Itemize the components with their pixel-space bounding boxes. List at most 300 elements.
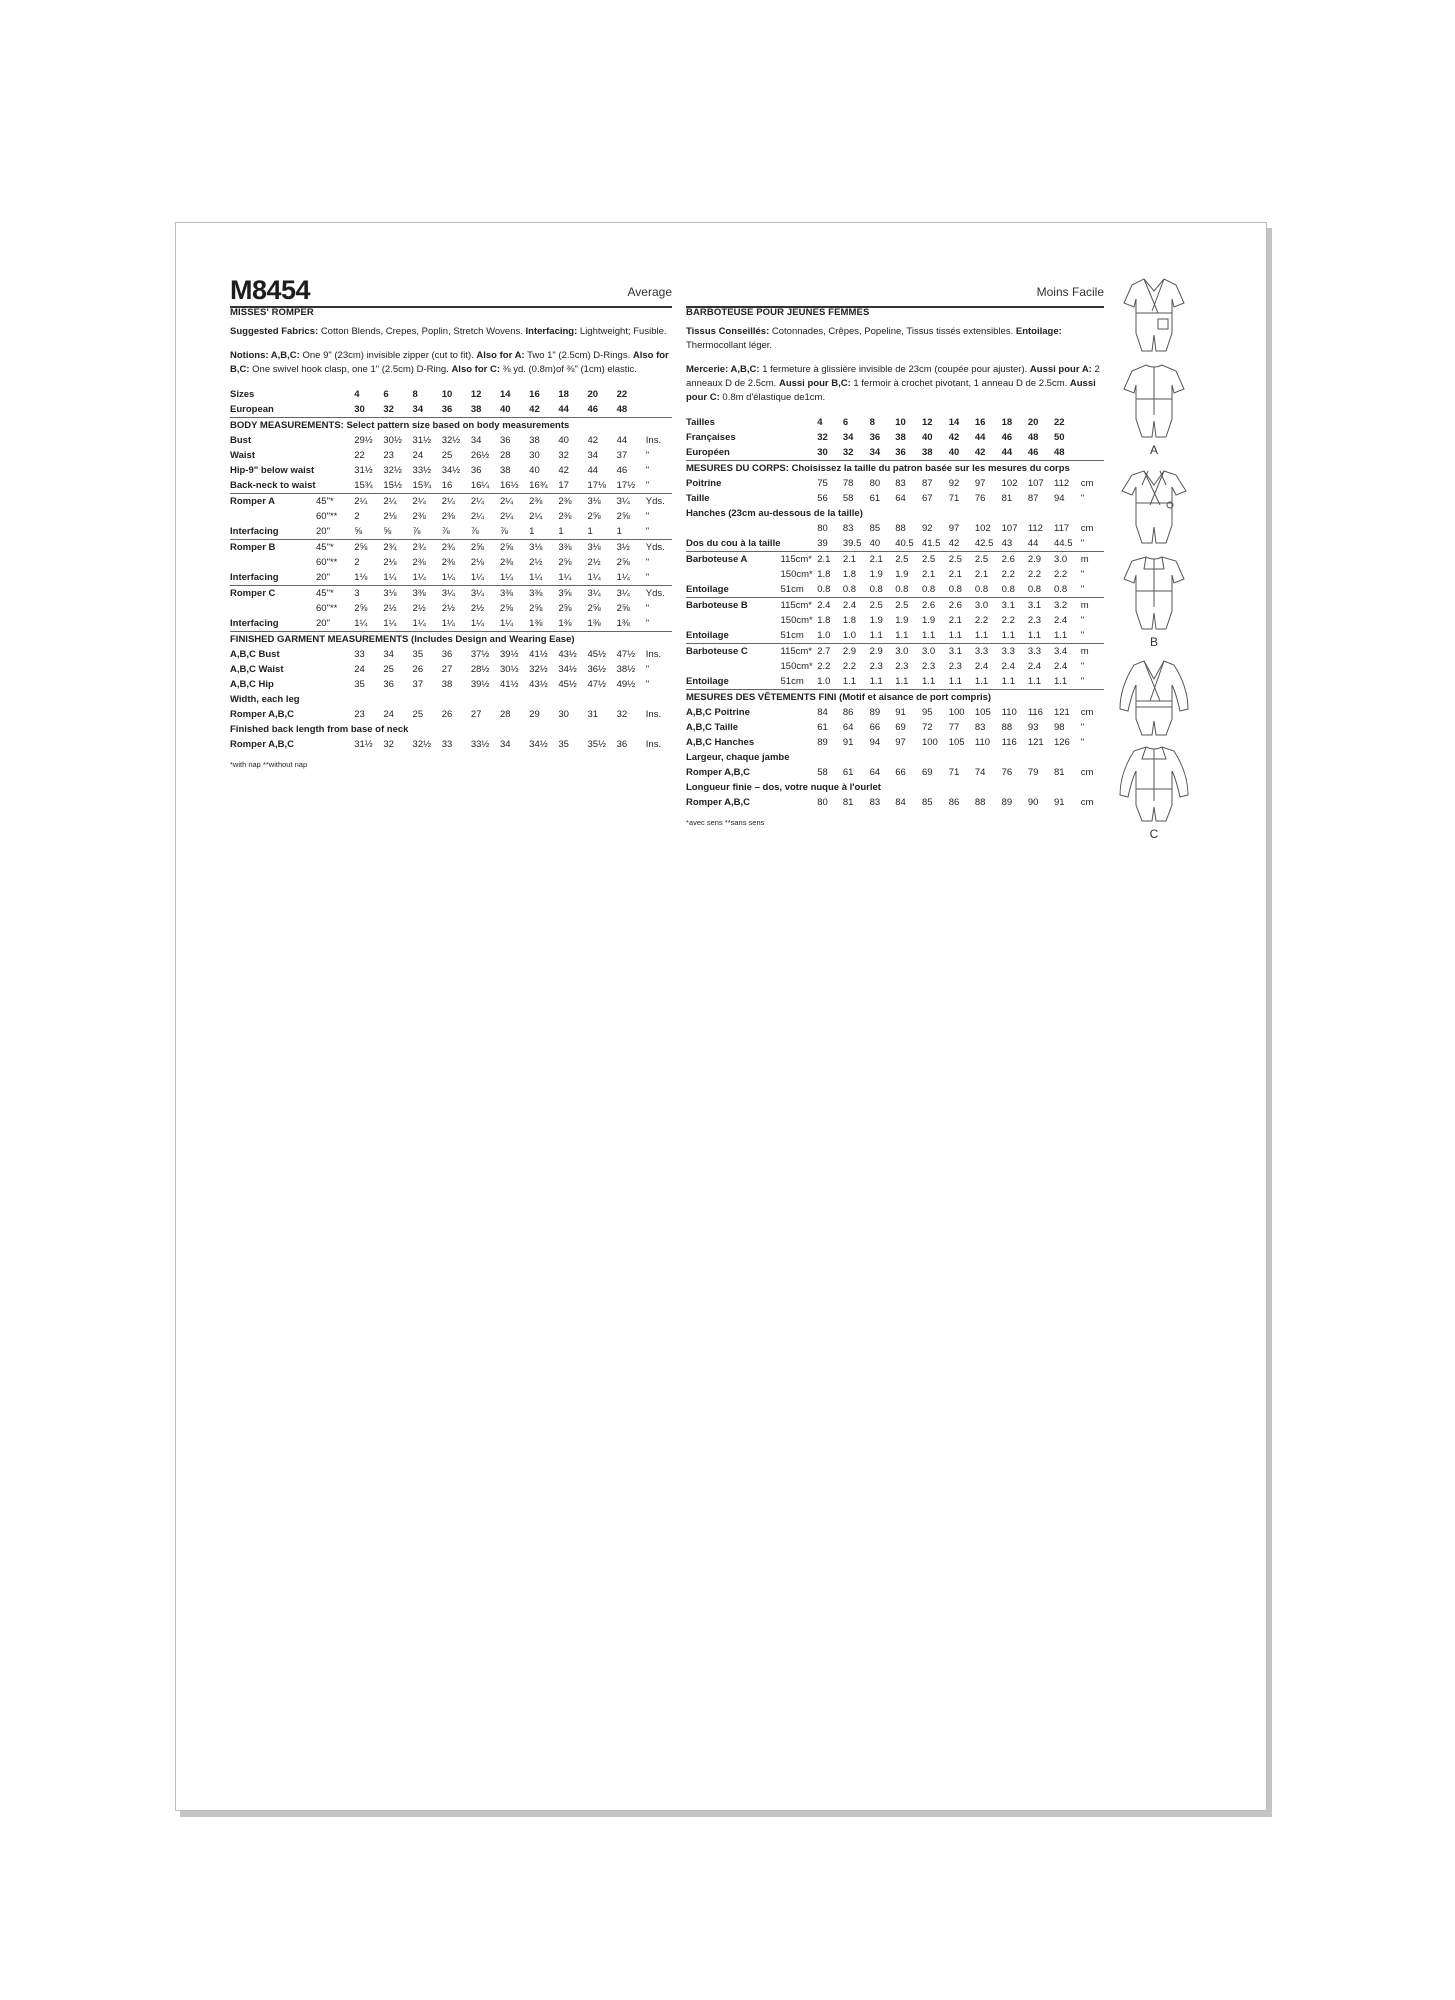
- notions-fr: Mercerie: A,B,C: 1 fermeture à glissière invisible de 23cm (coupée pour ajuster). Aussi pour A: 2 anneaux D de 2.5cm. Aussi pour B,C: 1 fermoir à crochet pivotant, 1 anneau D de 2.5cm. Aussi pour C: 0.8m d'élastique de1cm.: [686, 364, 1100, 403]
- table-row: [686, 415, 1104, 430]
- size-value: 88: [895, 522, 906, 534]
- unit: ": [1080, 492, 1085, 504]
- size-value: 4: [354, 388, 360, 400]
- size-value: 2.2: [1001, 568, 1015, 580]
- size-value: 0.8: [921, 583, 936, 595]
- size-value: 3.2: [1054, 598, 1081, 614]
- row-heading: Finished back length from base of neck: [230, 723, 409, 735]
- row-label: Romper C: [230, 586, 316, 602]
- size-value: 43½: [558, 648, 577, 660]
- size-value: 2½: [441, 602, 455, 614]
- size-value: 2.5: [895, 552, 922, 568]
- fabric-width: [781, 445, 818, 461]
- size-value: 34: [869, 446, 881, 458]
- row-label: Romper A: [230, 494, 316, 510]
- size-value: 32½: [441, 434, 461, 446]
- table-row: [230, 601, 672, 616]
- size-value: 44: [587, 464, 599, 476]
- size-value: 1.1: [1053, 675, 1068, 687]
- table-row: [686, 659, 1104, 674]
- fabric-width: [316, 433, 354, 448]
- size-value: 34: [587, 449, 599, 461]
- size-value: 64: [895, 492, 906, 504]
- unit: ": [645, 449, 650, 461]
- size-value: ⅝: [354, 525, 363, 537]
- fabric-width: 51cm: [780, 629, 804, 641]
- size-value: 2¼: [500, 510, 514, 522]
- size-value: 85: [869, 522, 881, 534]
- size-value: 94: [869, 736, 881, 748]
- row-label: A,B,C Taille: [686, 721, 739, 733]
- size-value: 25: [412, 708, 424, 720]
- size-value: 66: [869, 721, 881, 733]
- size-value: 2⅝: [558, 556, 572, 568]
- size-value: 45½: [587, 648, 606, 660]
- size-value: 107: [1001, 522, 1018, 534]
- fabric-width: 20": [316, 525, 330, 537]
- unit: ": [1080, 721, 1085, 733]
- unit: ": [645, 525, 650, 537]
- size-value: 80: [817, 796, 828, 808]
- size-value: 2¾: [413, 540, 442, 556]
- fabric-width: [316, 478, 354, 494]
- size-value: 3¼: [617, 586, 646, 602]
- size-value: 40: [921, 431, 933, 443]
- size-value: 15½: [383, 479, 402, 491]
- size-value: 2.4: [817, 598, 843, 614]
- size-value: 6: [383, 388, 389, 400]
- unit: cm: [1080, 706, 1094, 718]
- size-value: 72: [921, 721, 933, 733]
- size-value: 3.1: [1002, 598, 1028, 614]
- size-value: 2.9: [1028, 552, 1054, 568]
- size-value: 42: [529, 403, 540, 415]
- size-value: 3⅛: [383, 586, 412, 602]
- fabric-width: 150cm*: [780, 660, 813, 672]
- table-row: [686, 720, 1104, 735]
- size-value: 112: [1027, 522, 1043, 534]
- size-value: 1¼: [616, 571, 630, 583]
- size-value: 2.1: [948, 614, 962, 626]
- fabric-width: [781, 705, 818, 720]
- row-label: Barboteuse A: [686, 552, 781, 568]
- table-row: [230, 387, 672, 402]
- size-value: 3.1: [1028, 598, 1054, 614]
- size-value: 80: [869, 477, 881, 489]
- pattern-number: M8454: [230, 275, 311, 305]
- size-value: 91: [842, 736, 854, 748]
- size-value: 44: [616, 434, 628, 446]
- size-value: 85: [921, 796, 933, 808]
- size-value: 16½: [500, 479, 519, 491]
- size-value: 2½: [587, 556, 601, 568]
- size-value: 3.1: [949, 644, 975, 660]
- fabric-width: 150cm*: [780, 568, 813, 580]
- table-row: [686, 750, 1104, 765]
- table-row: [686, 765, 1104, 780]
- size-value: 16¼: [470, 479, 490, 491]
- size-value: 2.2: [974, 614, 989, 626]
- size-value: 1.1: [895, 675, 909, 687]
- size-value: 2⅝: [471, 540, 500, 556]
- size-value: 33½: [470, 738, 490, 750]
- size-value: 32: [383, 403, 394, 415]
- size-value: 2¼: [470, 510, 485, 522]
- size-value: 1.1: [921, 675, 936, 687]
- size-value: 2.4: [843, 598, 870, 614]
- row-label: Tailles: [686, 416, 715, 428]
- size-value: 86: [842, 706, 854, 718]
- size-value: 100: [921, 736, 938, 748]
- table-row: [230, 494, 672, 510]
- size-value: 1¼: [587, 571, 601, 583]
- size-value: 34: [470, 434, 482, 446]
- size-value: 8: [869, 416, 875, 428]
- size-value: 26½: [470, 449, 490, 461]
- size-value: 1.1: [842, 675, 857, 687]
- fabrics-fr: Tissus Conseillés: Cotonnades, Crêpes, Popeline, Tissus tissés extensibles. Entoilage: Thermocollant léger.: [686, 326, 1062, 351]
- size-value: 93: [1027, 721, 1039, 733]
- size-value: 2.1: [974, 568, 989, 580]
- size-value: 46: [616, 464, 628, 476]
- size-value: 1⅛: [354, 571, 368, 583]
- table-row: [686, 644, 1104, 660]
- unit: Yds.: [646, 494, 672, 510]
- size-value: 2⅛: [383, 510, 397, 522]
- unit: ": [1080, 583, 1085, 595]
- size-value: 102: [1001, 477, 1018, 489]
- title-en: MISSES' ROMPER: [230, 307, 314, 318]
- size-value: 1.1: [948, 675, 962, 687]
- size-value: ⅞: [441, 525, 450, 537]
- size-value: 2½: [529, 556, 543, 568]
- table-row: [230, 737, 672, 752]
- size-value: 22: [1053, 416, 1065, 428]
- size-value: 2.2: [1053, 568, 1068, 580]
- size-value: 22: [354, 449, 365, 461]
- unit: cm: [1080, 766, 1094, 778]
- fabric-width: [781, 765, 818, 780]
- size-value: 38: [500, 464, 511, 476]
- row-label: Poitrine: [686, 477, 722, 489]
- fabric-width: [781, 415, 818, 430]
- fabric-width: [781, 536, 818, 552]
- size-value: 121: [1027, 736, 1044, 748]
- size-value: 89: [869, 706, 881, 718]
- size-value: 2½: [470, 602, 485, 614]
- size-value: 1¼: [529, 571, 543, 583]
- table-row: [686, 476, 1104, 491]
- size-value: 2¼: [500, 494, 529, 510]
- size-value: 2⅝: [587, 510, 601, 522]
- size-value: 38: [470, 403, 482, 415]
- view-label-a: A: [1149, 443, 1158, 457]
- size-value: 1.8: [817, 614, 831, 626]
- row-label: [686, 521, 781, 536]
- size-value: 30: [354, 403, 365, 415]
- unit: ": [1080, 568, 1085, 580]
- size-value: 3.0: [975, 598, 1002, 614]
- table-row: [230, 540, 672, 556]
- size-value: 89: [1001, 796, 1013, 808]
- size-value: ⅝: [383, 525, 392, 537]
- fabric-width: [781, 430, 818, 445]
- size-value: 30: [817, 446, 828, 458]
- size-value: 18: [1001, 416, 1013, 428]
- size-value: 2: [354, 556, 360, 568]
- table-row: [686, 567, 1104, 582]
- size-value: 25: [441, 449, 453, 461]
- row-label: Bust: [230, 434, 252, 446]
- size-value: 8: [412, 388, 418, 400]
- size-value: 49½: [616, 678, 636, 690]
- unit: ": [1080, 614, 1085, 626]
- size-value: 2⅝: [616, 510, 630, 522]
- size-value: 24: [354, 663, 365, 675]
- size-value: 2.1: [843, 552, 870, 568]
- size-value: 2.2: [1001, 614, 1015, 626]
- size-value: 23: [383, 449, 394, 461]
- size-value: 3.3: [1028, 644, 1054, 660]
- unit: ": [645, 556, 650, 568]
- size-value: 44: [974, 431, 986, 443]
- size-value: 45½: [558, 678, 577, 690]
- size-value: 92: [948, 477, 960, 489]
- unit: ": [645, 510, 650, 522]
- size-value: 107: [1027, 477, 1044, 489]
- fabric-width: 45"*: [316, 540, 354, 556]
- size-value: 92: [921, 522, 933, 534]
- size-value: 2.3: [869, 660, 883, 672]
- size-value: 3⅛: [587, 540, 616, 556]
- size-value: 87: [921, 477, 933, 489]
- size-value: 74: [974, 766, 986, 778]
- size-value: 1.1: [1027, 675, 1042, 687]
- view-illustrations: [1114, 273, 1204, 849]
- size-value: 24: [383, 708, 394, 720]
- size-value: 2.4: [1001, 660, 1015, 672]
- size-value: 1¼: [500, 571, 514, 583]
- table-row: [230, 722, 672, 737]
- size-value: 0.8: [1027, 583, 1042, 595]
- size-value: 16: [974, 416, 986, 428]
- row-heading: BODY MEASUREMENTS: Select pattern size based on body measurements: [230, 418, 672, 434]
- size-value: 44: [1027, 537, 1039, 549]
- size-value: 2⅝: [529, 602, 543, 614]
- fabric-width: [316, 448, 354, 463]
- size-value: 2.1: [817, 552, 843, 568]
- size-value: 12: [470, 388, 482, 400]
- size-value: 42: [974, 446, 986, 458]
- row-heading: MESURES DES VÊTEMENTS FINI (Motif et aisance de port compris): [686, 690, 1104, 706]
- size-value: 34: [842, 431, 854, 443]
- size-value: 2.3: [1027, 614, 1042, 626]
- unit: ": [1080, 537, 1085, 549]
- size-value: 12: [921, 416, 933, 428]
- unit: m: [1081, 598, 1104, 614]
- size-value: 2.9: [870, 644, 896, 660]
- size-value: 81: [1001, 492, 1013, 504]
- size-value: 76: [1001, 766, 1013, 778]
- row-label: Waist: [230, 449, 255, 461]
- size-value: 17½: [616, 479, 636, 491]
- size-value: 36: [470, 464, 482, 476]
- size-value: 41½: [529, 648, 548, 660]
- row-heading: MESURES DU CORPS: Choisissez la taille du patron basée sur les mesures du corps: [686, 461, 1104, 477]
- table-row: [230, 662, 672, 677]
- table-row: [230, 555, 672, 570]
- table-row: [230, 478, 672, 494]
- table-row: [230, 707, 672, 722]
- size-value: 27: [470, 708, 482, 720]
- unit: m: [1081, 644, 1104, 660]
- size-value: 71: [948, 766, 960, 778]
- difficulty-fr: Moins Facile: [1036, 285, 1104, 299]
- size-value: 94: [1053, 492, 1065, 504]
- size-value: 3: [354, 586, 383, 602]
- size-value: 64: [842, 721, 854, 733]
- table-row: [686, 536, 1104, 552]
- size-value: 1.9: [895, 614, 909, 626]
- size-value: 2¼: [383, 494, 412, 510]
- size-value: 30: [558, 708, 569, 720]
- size-value: 89: [817, 736, 828, 748]
- size-value: 1.9: [921, 614, 936, 626]
- unit: [646, 402, 672, 418]
- unit: ": [1080, 660, 1085, 672]
- unit: ": [1080, 629, 1085, 641]
- size-value: 17: [558, 479, 569, 491]
- measurement-table-fr: [686, 415, 1104, 810]
- english-column: [230, 306, 672, 772]
- size-value: 46: [587, 403, 599, 415]
- size-value: 1⅜: [529, 617, 543, 629]
- size-value: 2¾: [383, 540, 412, 556]
- size-value: 1.0: [817, 629, 831, 641]
- size-value: 64: [869, 766, 881, 778]
- size-value: 27: [441, 663, 453, 675]
- size-value: 10: [895, 416, 906, 428]
- size-value: 2.2: [842, 660, 857, 672]
- size-value: 77: [948, 721, 960, 733]
- size-value: 2.7: [817, 644, 843, 660]
- difficulty-en: Average: [627, 285, 672, 299]
- unit: [1081, 415, 1104, 430]
- size-value: 58: [842, 492, 854, 504]
- unit: cm: [1080, 477, 1094, 489]
- fabric-width: 20": [316, 617, 330, 629]
- size-value: 126: [1053, 736, 1070, 748]
- size-value: 83: [974, 721, 986, 733]
- size-value: 58: [817, 766, 828, 778]
- size-value: 79: [1027, 766, 1039, 778]
- size-value: 1¼: [412, 617, 426, 629]
- table-row: [686, 552, 1104, 568]
- size-value: 40: [529, 464, 540, 476]
- size-value: 83: [869, 796, 881, 808]
- size-value: 42: [558, 464, 569, 476]
- footnote-en: *with nap **without nap: [230, 760, 308, 769]
- size-value: 42: [948, 537, 960, 549]
- unit: ": [645, 678, 650, 690]
- size-value: 0.8: [974, 583, 989, 595]
- size-value: 1¼: [441, 571, 455, 583]
- row-label: Romper A,B,C: [686, 796, 751, 808]
- table-row: [686, 582, 1104, 598]
- size-value: 61: [869, 492, 881, 504]
- size-value: 1¼: [383, 617, 397, 629]
- view-label-b: B: [1149, 635, 1158, 649]
- row-label: Taille: [686, 492, 710, 504]
- size-value: 3¼: [617, 494, 646, 510]
- fabric-width: [781, 476, 818, 491]
- size-value: 22: [616, 388, 628, 400]
- size-value: 121: [1053, 706, 1070, 718]
- row-label: Européen: [686, 446, 730, 458]
- size-value: 38: [921, 446, 933, 458]
- row-label: Interfacing: [230, 525, 279, 537]
- size-value: 1¼: [354, 617, 368, 629]
- size-value: 35: [354, 678, 365, 690]
- size-value: 81: [1053, 766, 1065, 778]
- size-value: ⅞: [470, 525, 479, 537]
- size-value: 1.0: [817, 675, 831, 687]
- size-value: 87: [1027, 492, 1039, 504]
- size-value: 116: [1027, 706, 1043, 718]
- table-row: [230, 433, 672, 448]
- size-value: 32: [383, 738, 394, 750]
- size-value: 15¾: [412, 479, 432, 491]
- size-value: 29: [529, 708, 540, 720]
- size-value: 36: [616, 738, 628, 750]
- size-value: 1.1: [948, 629, 962, 641]
- table-row: [230, 418, 672, 434]
- french-column: [686, 306, 1104, 830]
- size-value: ⅞: [412, 525, 421, 537]
- size-value: 61: [817, 721, 828, 733]
- size-value: 15¾: [354, 479, 373, 491]
- size-value: 40: [500, 403, 511, 415]
- size-value: 32½: [412, 738, 432, 750]
- size-value: 2¼: [442, 494, 471, 510]
- size-value: 2.4: [1027, 660, 1042, 672]
- row-label: Romper A,B,C: [686, 766, 751, 778]
- fabric-width: [781, 720, 818, 735]
- size-value: 1.1: [974, 629, 989, 641]
- size-value: 41½: [500, 678, 519, 690]
- row-label: Interfacing: [230, 571, 279, 583]
- table-row: [230, 677, 672, 692]
- size-value: 91: [895, 706, 906, 718]
- table-row: [230, 632, 672, 648]
- romper-b-back-drawing: [1114, 551, 1194, 633]
- size-value: 32½: [529, 663, 548, 675]
- size-value: 2⅝: [587, 602, 601, 614]
- size-value: 97: [895, 736, 906, 748]
- size-value: 36: [895, 446, 906, 458]
- size-value: 25: [383, 663, 394, 675]
- row-label: Sizes: [230, 388, 255, 400]
- size-value: 110: [1001, 706, 1017, 718]
- unit: Ins.: [645, 648, 662, 660]
- size-value: 1.0: [842, 629, 857, 641]
- table-row: [686, 690, 1104, 706]
- row-heading: Width, each leg: [230, 693, 300, 705]
- size-value: 0.8: [817, 583, 831, 595]
- size-value: 2.3: [895, 660, 909, 672]
- unit: ": [645, 479, 650, 491]
- row-label: Romper A,B,C: [230, 738, 295, 750]
